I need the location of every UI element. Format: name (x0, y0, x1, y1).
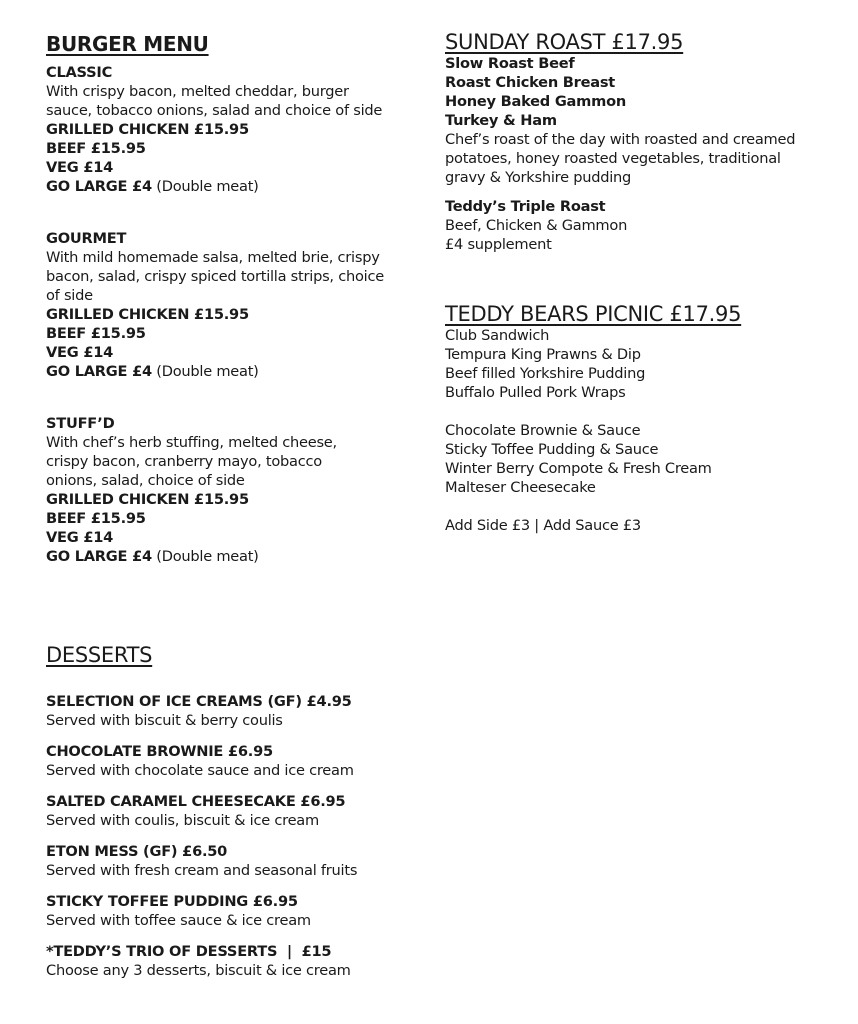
go-large-note: (Double meat) (156, 548, 259, 565)
dessert-name: CHOCOLATE BROWNIE £6.95 (46, 743, 273, 760)
burger-option: VEG £14 (46, 344, 114, 361)
roast-meat: Honey Baked Gammon (445, 93, 626, 110)
picnic-sweet-item: Malteser Cheesecake (445, 479, 596, 496)
go-large-line (46, 362, 426, 381)
dessert-item (46, 842, 426, 880)
go-large-note: (Double meat) (156, 363, 259, 380)
dessert-item (46, 942, 426, 980)
dessert-description: Served with coulis, biscuit & ice cream (46, 812, 319, 829)
burger-name: CLASSIC (46, 64, 113, 81)
go-large-price: GO LARGE £4 (46, 178, 152, 195)
dessert-description: Served with biscuit & berry coulis (46, 712, 283, 729)
burger-option: GRILLED CHICKEN £15.95 (46, 306, 249, 323)
dessert-item (46, 742, 426, 780)
picnic-extras: Add Side £3 | Add Sauce £3 (445, 517, 641, 534)
teddy-bears-picnic-section (445, 302, 825, 535)
picnic-sweet-item: Winter Berry Compote & Fresh Cream (445, 460, 712, 477)
dessert-name: *TEDDY’S TRIO OF DESSERTS | £15 (46, 943, 332, 960)
burger-name: GOURMET (46, 230, 127, 247)
dessert-name: SALTED CARAMEL CHEESECAKE £6.95 (46, 793, 346, 810)
burger-stuffd (46, 414, 426, 566)
burger-option: VEG £14 (46, 159, 114, 176)
dessert-item (46, 692, 426, 730)
burger-option: BEEF £15.95 (46, 325, 146, 342)
sunday-roast-title: SUNDAY ROAST £17.95 (445, 30, 684, 54)
dessert-description: Choose any 3 desserts, biscuit & ice cream (46, 962, 351, 979)
roast-description: Chef’s roast of the day with roasted and creamed potatoes, honey roasted vegetables, traditional gravy & Yorkshire pudding (445, 131, 796, 186)
go-large-price: GO LARGE £4 (46, 548, 152, 565)
dessert-name: STICKY TOFFEE PUDDING £6.95 (46, 893, 298, 910)
sunday-roast-section (445, 30, 825, 535)
burger-description: With chef’s herb stuffing, melted cheese, crispy bacon, cranberry mayo, tobacco onions, salad, choice of side (46, 434, 337, 489)
picnic-sweet-item: Sticky Toffee Pudding & Sauce (445, 441, 659, 458)
dessert-description: Served with fresh cream and seasonal fruits (46, 862, 358, 879)
burger-option: GRILLED CHICKEN £15.95 (46, 491, 249, 508)
dessert-item (46, 792, 426, 830)
go-large-note: (Double meat) (156, 178, 259, 195)
roast-meat: Turkey & Ham (445, 112, 557, 129)
desserts-section (46, 643, 426, 992)
dessert-description: Served with toffee sauce & ice cream (46, 912, 311, 929)
go-large-price: GO LARGE £4 (46, 363, 152, 380)
desserts-title: DESSERTS (46, 643, 153, 667)
dessert-description: Served with chocolate sauce and ice cream (46, 762, 354, 779)
triple-roast-supplement: £4 supplement (445, 236, 552, 253)
burger-description: With crispy bacon, melted cheddar, burger sauce, tobacco onions, salad and choice of side (46, 83, 383, 119)
picnic-savoury-item: Tempura King Prawns & Dip (445, 346, 641, 363)
burger-description: With mild homemade salsa, melted brie, crispy bacon, salad, crispy spiced tortilla strips, choice of side (46, 249, 384, 304)
picnic-title: TEDDY BEARS PICNIC £17.95 (445, 302, 742, 326)
go-large-line (46, 177, 426, 196)
picnic-savoury-item: Club Sandwich (445, 327, 550, 344)
roast-meat: Roast Chicken Breast (445, 74, 616, 91)
burger-option: GRILLED CHICKEN £15.95 (46, 121, 249, 138)
burger-name: STUFF’D (46, 415, 115, 432)
dessert-name: ETON MESS (GF) £6.50 (46, 843, 228, 860)
burger-option: VEG £14 (46, 529, 114, 546)
burger-menu-section (46, 31, 426, 599)
burger-classic (46, 63, 426, 196)
burger-option: BEEF £15.95 (46, 140, 146, 157)
dessert-item (46, 892, 426, 930)
burger-option: BEEF £15.95 (46, 510, 146, 527)
dessert-name: SELECTION OF ICE CREAMS (GF) £4.95 (46, 693, 352, 710)
picnic-savoury-item: Buffalo Pulled Pork Wraps (445, 384, 626, 401)
picnic-savoury-item: Beef filled Yorkshire Pudding (445, 365, 646, 382)
burger-menu-title: BURGER MENU (46, 32, 209, 56)
triple-roast-contents: Beef, Chicken & Gammon (445, 217, 628, 234)
roast-meat: Slow Roast Beef (445, 55, 575, 72)
triple-roast-name: Teddy’s Triple Roast (445, 198, 606, 215)
picnic-sweet-item: Chocolate Brownie & Sauce (445, 422, 641, 439)
go-large-line (46, 547, 426, 566)
burger-gourmet (46, 229, 426, 381)
